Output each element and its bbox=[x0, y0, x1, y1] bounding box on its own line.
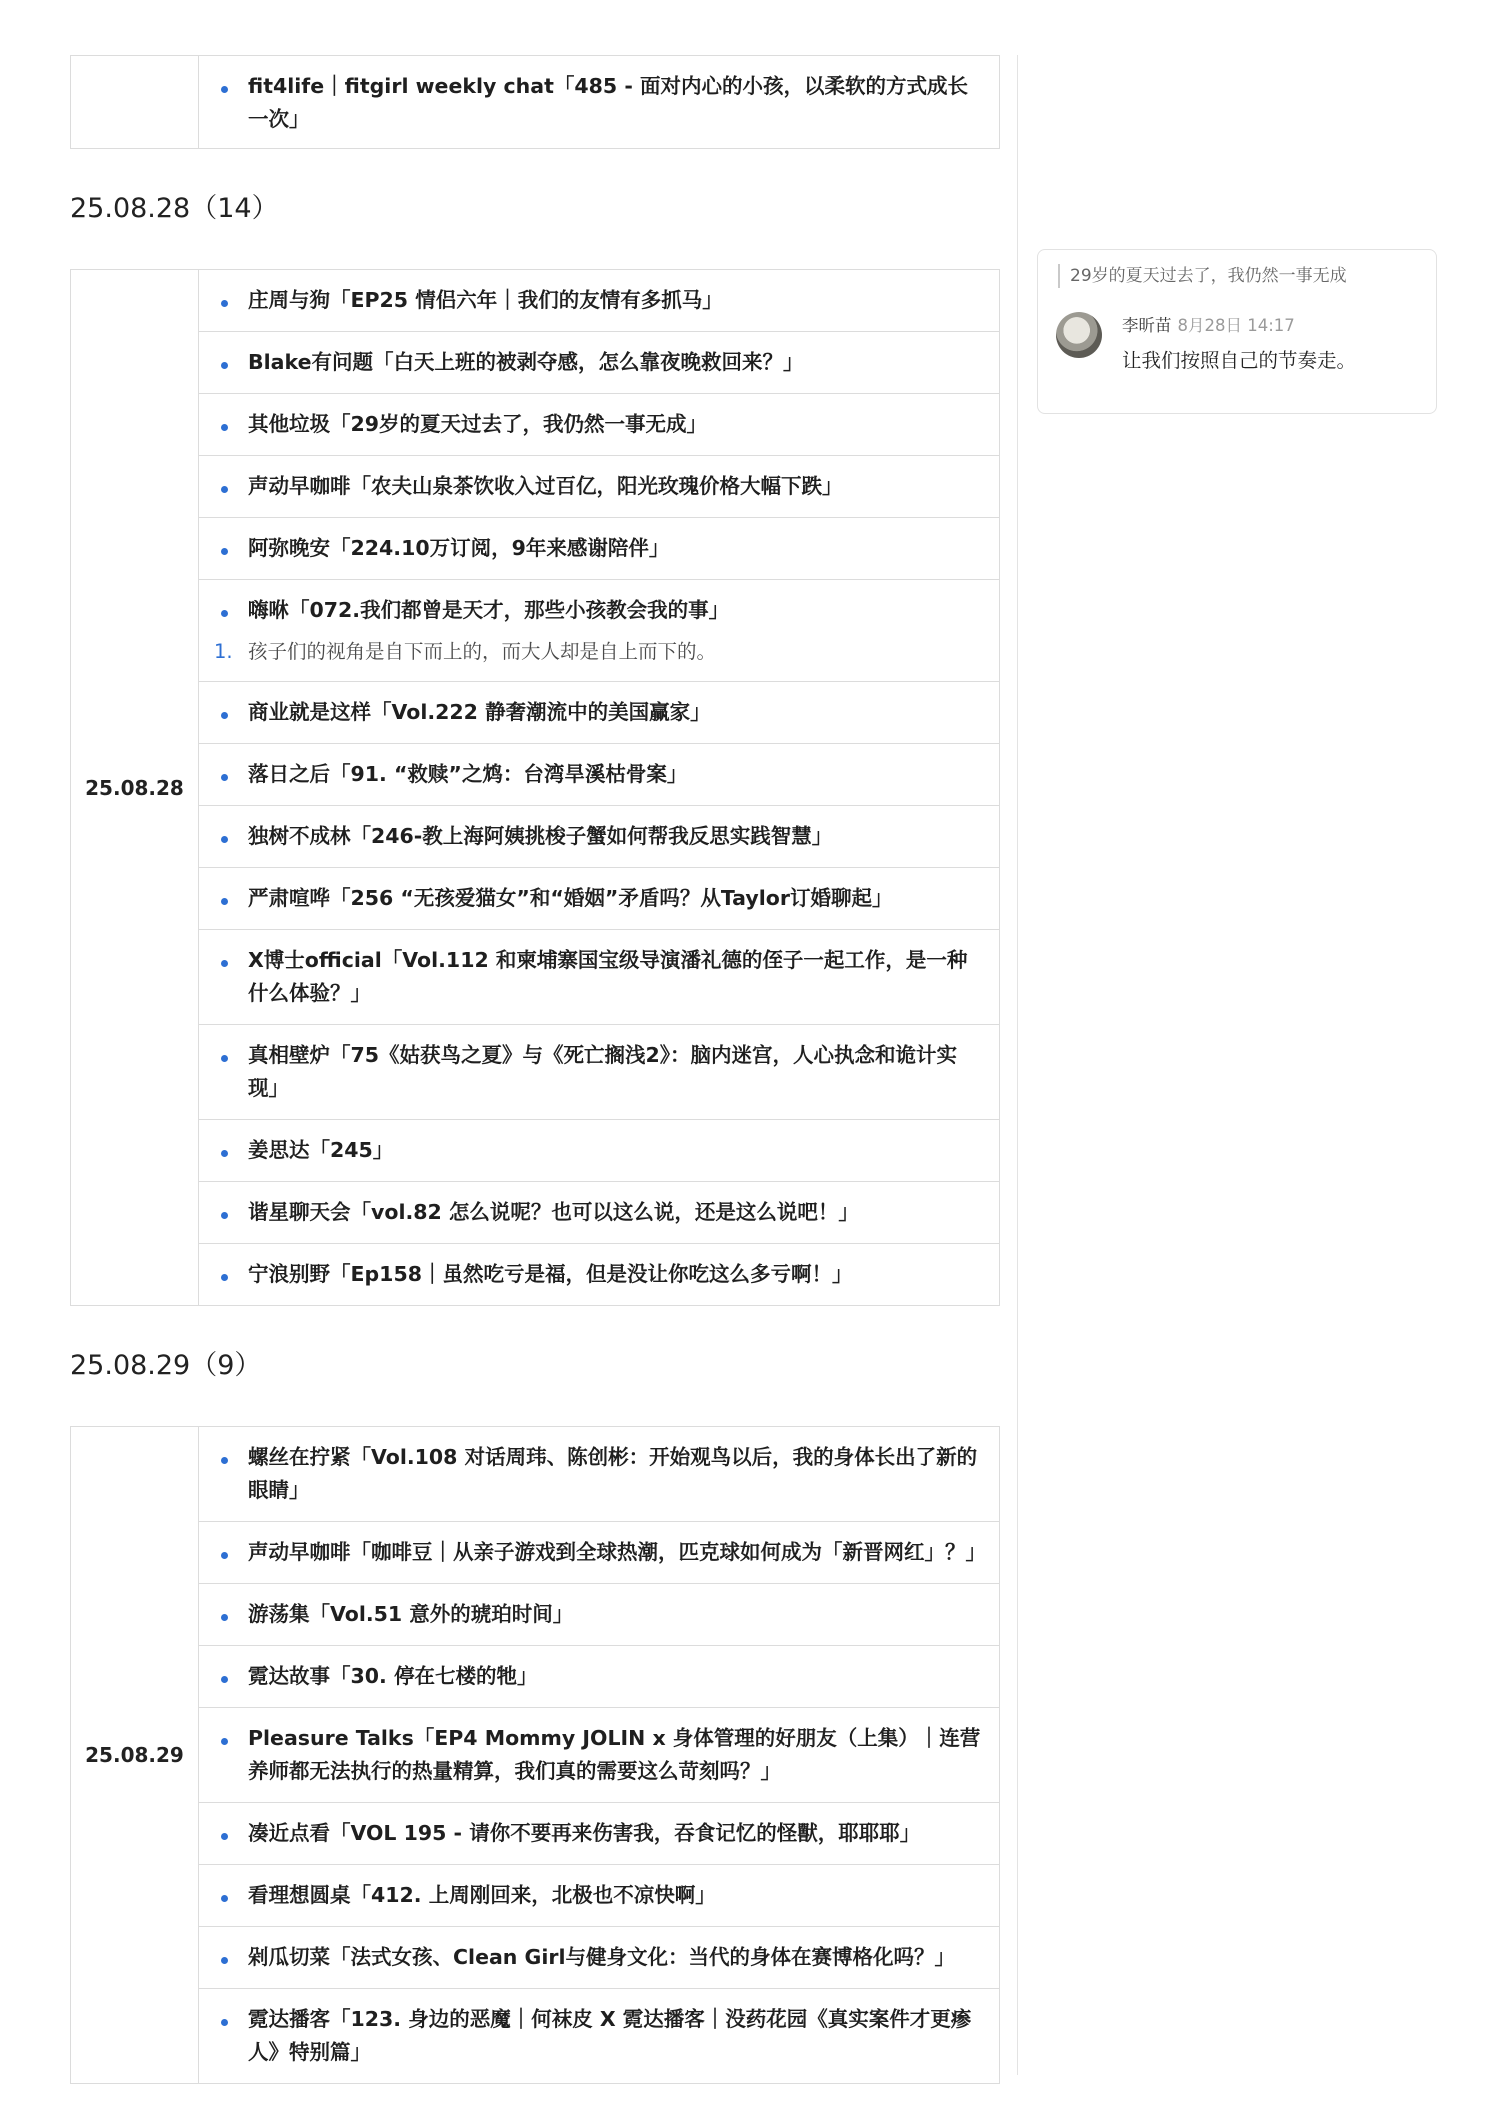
list-item[interactable]: 谐星聊天会「vol.82 怎么说呢？也可以这么说，还是这么说吧！」 bbox=[199, 1182, 999, 1244]
list-item[interactable]: 宁浪别野「Ep158｜虽然吃亏是福，但是没让你吃这么多亏啊！」 bbox=[199, 1244, 999, 1305]
items-cell bbox=[199, 270, 1000, 1306]
date-cell-empty bbox=[71, 56, 199, 149]
list-item[interactable]: 庄周与狗「EP25 情侣六年｜我们的友情有多抓马」 bbox=[199, 270, 999, 332]
list-item[interactable]: 声动早咖啡「农夫山泉茶饮收入过百亿，阳光玫瑰价格大幅下跌」 bbox=[199, 456, 999, 518]
list-item-note bbox=[214, 637, 983, 667]
note-text: 孩子们的视角是自下而上的，而大人却是自上而下的。 bbox=[248, 640, 717, 663]
list-item-title: 嗨咻「072.我们都曾是天才，那些小孩教会我的事」 bbox=[248, 598, 730, 622]
list-item[interactable]: Pleasure Talks「EP4 Mommy JOLIN x 身体管理的好朋友（上集）｜连营养师都无法执行的热量精算，我们真的需要这么苛刻吗？」 bbox=[199, 1708, 999, 1803]
date-cell: 25.08.29 bbox=[71, 1427, 199, 2084]
table-day-0829 bbox=[70, 1426, 1000, 2084]
list-item[interactable]: 落日之后「91. “救赎”之鸩：台湾旱溪枯骨案」 bbox=[199, 744, 999, 806]
list-item[interactable]: X博士official「Vol.112 和柬埔寨国宝级导演潘礼德的侄子一起工作，是一种什么体验？」 bbox=[199, 930, 999, 1025]
list-item[interactable]: 霓达播客「123. 身边的恶魔｜何袜皮 X 霓达播客｜没药花园《真实案件才更瘆人》特别篇」 bbox=[199, 1989, 999, 2083]
user-avatar[interactable] bbox=[1056, 312, 1102, 358]
note-number: 1. bbox=[214, 640, 233, 663]
table-day-0828 bbox=[70, 269, 1000, 1306]
main-content bbox=[70, 0, 1000, 2084]
list-item-with-note[interactable] bbox=[199, 580, 999, 682]
items-cell bbox=[199, 1427, 1000, 2084]
list-item[interactable]: fit4life｜fitgirl weekly chat「485 - 面对内心的小孩，以柔软的方式成长一次」 bbox=[199, 56, 999, 148]
comment-meta bbox=[1122, 312, 1295, 336]
list-item[interactable]: 阿弥晚安「224.10万订阅，9年来感谢陪伴」 bbox=[199, 518, 999, 580]
list-item[interactable]: 姜思达「245」 bbox=[199, 1120, 999, 1182]
list-item[interactable]: 声动早咖啡「咖啡豆｜从亲子游戏到全球热潮，匹克球如何成为「新晋网红」？」 bbox=[199, 1522, 999, 1584]
comment-card[interactable] bbox=[1037, 249, 1437, 414]
date-heading-0828: 25.08.28（14） bbox=[70, 193, 279, 224]
list-item[interactable]: 商业就是这样「Vol.222 静奢潮流中的美国赢家」 bbox=[199, 682, 999, 744]
table-top-partial bbox=[70, 55, 1000, 149]
comment-body: 让我们按照自己的节奏走。 bbox=[1122, 349, 1357, 372]
list-item[interactable]: 霓达故事「30. 停在七楼的牠」 bbox=[199, 1646, 999, 1708]
comment-quote[interactable]: 29岁的夏天过去了，我仍然一事无成 bbox=[1058, 264, 1347, 288]
list-item[interactable]: 独树不成林「246-教上海阿姨挑梭子蟹如何帮我反思实践智慧」 bbox=[199, 806, 999, 868]
content-divider bbox=[1017, 55, 1018, 2075]
comment-author[interactable]: 李昕苗 bbox=[1122, 316, 1172, 335]
list-item[interactable]: 严肃喧哗「256 “无孩爱猫女”和“婚姻”矛盾吗？从Taylor订婚聊起」 bbox=[199, 868, 999, 930]
list-item[interactable]: 凑近点看「VOL 195 - 请你不要再来伤害我，吞食记忆的怪獸，耶耶耶」 bbox=[199, 1803, 999, 1865]
list-item[interactable]: 游荡集「Vol.51 意外的琥珀时间」 bbox=[199, 1584, 999, 1646]
items-cell bbox=[199, 56, 1000, 149]
list-item[interactable]: 真相壁炉「75《姑获鸟之夏》与《死亡搁浅2》：脑内迷宫，人心执念和诡计实现」 bbox=[199, 1025, 999, 1120]
list-item[interactable]: 剁瓜切菜「法式女孩、Clean Girl与健身文化：当代的身体在赛博格化吗？」 bbox=[199, 1927, 999, 1989]
list-item[interactable]: 看理想圆桌「412. 上周刚回来，北极也不凉快啊」 bbox=[199, 1865, 999, 1927]
list-item[interactable]: Blake有问题「白天上班的被剥夺感，怎么靠夜晚救回来？」 bbox=[199, 332, 999, 394]
comment-time: 8月28日 14:17 bbox=[1177, 316, 1295, 335]
date-cell: 25.08.28 bbox=[71, 270, 199, 1306]
date-heading-0829: 25.08.29（9） bbox=[70, 1350, 262, 1381]
list-item[interactable]: 其他垃圾「29岁的夏天过去了，我仍然一事无成」 bbox=[199, 394, 999, 456]
list-item[interactable]: 螺丝在拧紧「Vol.108 对话周玮、陈创彬：开始观鸟以后，我的身体长出了新的眼睛」 bbox=[199, 1427, 999, 1522]
